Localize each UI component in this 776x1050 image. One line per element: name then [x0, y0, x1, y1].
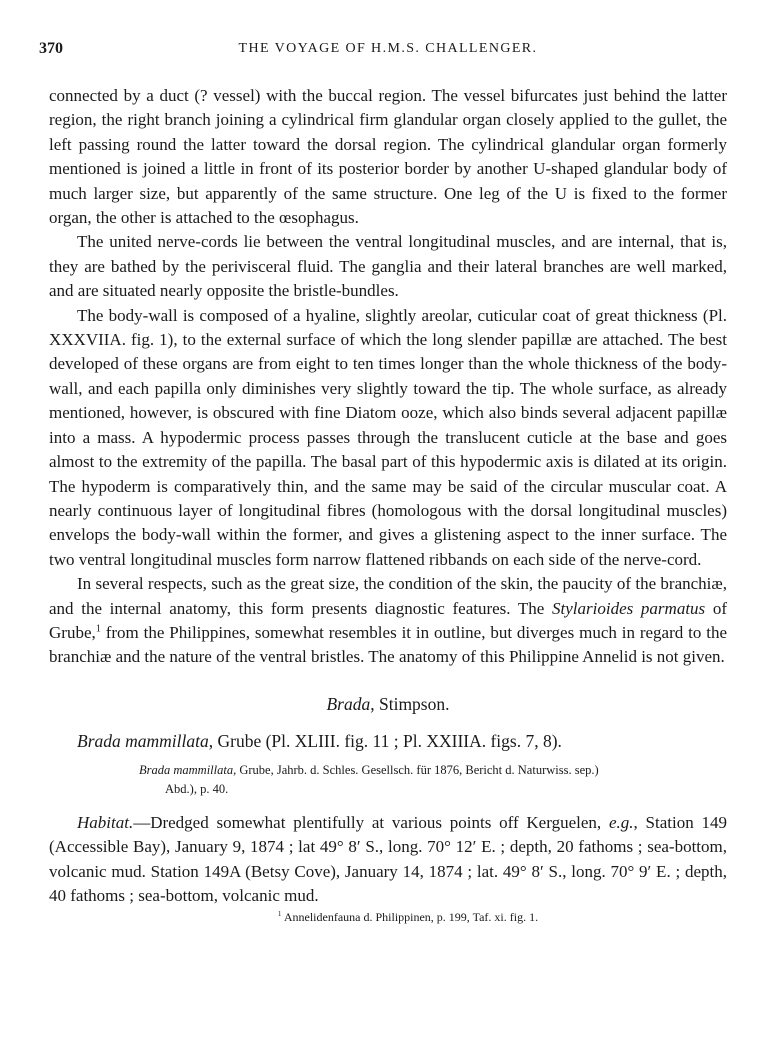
habitat-label: Habitat. [77, 812, 134, 832]
species-name: Brada mammillata [77, 730, 209, 751]
habitat-eg: e.g. [608, 812, 634, 832]
page-number: 370 [39, 40, 63, 57]
paragraph-nerve-cords: The united nerve-cords lie between the ventral longitudinal muscles, and are internal, that is, they are bathed by the perivisceral fluid. The ganglia and their lateral branches are well marked, and are situated nearly opposite the bristle-bundles. [49, 232, 727, 301]
species-heading [77, 729, 727, 753]
genus-name: Brada [326, 693, 371, 714]
paragraph-text: from the Philippines, somewhat resembles it in outline, but diverges much in regard to the branchiæ and the nature of the ventral bristles. The anatomy of this Philippine Annelid is not given. [49, 622, 727, 667]
paragraph-body-wall: The body-wall is composed of a hyaline, slightly areolar, cuticular coat of great thickness (Pl. XXXVIIA. fig. 1), to the external surface of which the long slender papillæ are attached. The best developed of these organs are from eight to ten times longer than the whole thickness of the body-wall, and each papilla only diminishes very slightly toward the tip. The whole surface, as already mentioned, however, is obscured with fine Diatom ooze, which also binds several adjacent papillæ into a mass. A hypodermic process passes through the translucent cuticle at the base and goes almost to the extremity of the papilla. The basal part of this hypodermic axis is dilated at its origin. The hypoderm is comparatively thin, and the same may be said of the circular muscular coat. A nearly continuous layer of longitudinal fibres (homologous with the dorsal longitudinal muscles) envelops the body-wall within the former, and gives a glistening aspect to the inner surface. The two ventral longitudinal muscles form narrow flattened ribbands on each side of the nerve-cord. [49, 305, 727, 569]
synonymy-reference: , Grube, Jahrb. d. Schles. Gesellsch. für 1876, Bericht d. Naturwiss. sep.) [233, 762, 599, 777]
paragraph-text: In several respects, such as the great size, the condition of the skin, the paucity of the branchiæ, and the internal anatomy, this form presents diagnostic features. The [49, 574, 727, 618]
genus-heading [49, 694, 727, 715]
running-head [39, 40, 727, 66]
footnote-marker: 1 [277, 910, 282, 919]
habitat-text: , Station 149 (Accessible Bay), January 9, 1874 ; lat 49° 8′ S., long. 70° 12′ E. ; depth, 20 fathoms ; sea-bottom, volcanic mud. Station 149A (Betsy Cove), January 14, 1874 ; lat. 49° 8′ S., long. 70° 9′ E. ; depth, 40 fathoms ; sea-bottom, volcanic mud. [49, 812, 728, 905]
paragraph-vascular-system: connected by a duct (? vessel) with the buccal region. The vessel bifurcates just behind the latter region, the right branch joining a cylindrical firm glandular organ closely applied to the gullet, the left passing round the latter toward the dorsal region. The cylindrical glandular organ formerly mentioned is joined a little in front of its posterior border by another U-shaped glandular body of much larger size, but apparently of the same structure. One leg of the U is fixed to the former organ, the other is attached to the œsophagus. [49, 86, 727, 228]
footnote-reference[interactable]: 1 [95, 623, 101, 635]
synonymy-name: Brada mammillata [139, 762, 234, 777]
paragraph-diagnostic-features [49, 572, 727, 670]
footnote-text: Annelidenfauna d. Philippinen, p. 199, Taf. xi. fig. 1. [281, 910, 539, 925]
synonymy-entry [139, 761, 727, 799]
species-reference: Stylarioides parmatus [552, 598, 706, 618]
habitat-paragraph [49, 811, 727, 909]
footnote [49, 910, 727, 925]
paragraph-text: of Grube, [49, 598, 727, 642]
running-title: THE VOYAGE OF H.M.S. CHALLENGER. [238, 41, 538, 56]
habitat-text: —Dredged somewhat plentifully at various points off Kerguelen, [133, 812, 609, 832]
body-text [49, 84, 727, 925]
species-citation: , Grube (Pl. XLIII. fig. 11 ; Pl. XXIIIA. figs. 7, 8). [208, 730, 562, 751]
genus-author: , Stimpson. [370, 693, 450, 714]
page [39, 40, 728, 925]
synonymy-reference-continued: Abd.), p. 40. [165, 781, 229, 796]
